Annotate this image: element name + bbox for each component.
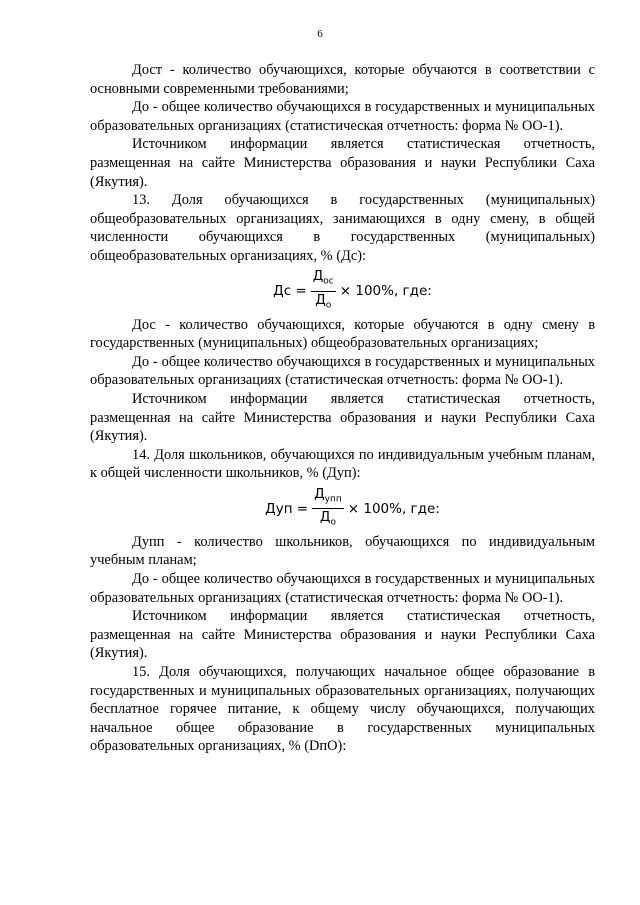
paragraph-source: Источником информации является статистическая отчетность, размещенная на сайте Министерства образования и науки Республики Саха (Якутия).	[90, 608, 595, 662]
formula-rhs: × 100%, где:	[347, 500, 440, 517]
formula-numerator: $Д_{ос}$	[311, 268, 336, 292]
formula-lhs: Дуп =	[265, 500, 309, 517]
formula-numerator: $Д_{упп}$	[312, 486, 344, 510]
paragraph-do-definition: До - общее количество обучающихся в государственных и муниципальных образовательных организациях (статистическая отчетность: форма № ОО-1).	[90, 353, 595, 389]
paragraph-do-definition: До - общее количество обучающихся в государственных и муниципальных образовательных организациях (статистическая отчетность: форма № ОО-1).	[90, 99, 595, 134]
paragraph-item-13: 13. Доля обучающихся в государственных (муниципальных) общеобразовательных организациях, занимающихся в одну смену, в общей численности обучающихся в государственных (муниципальных) общеобразовательных организациях, % (Дс):	[90, 192, 595, 264]
formula-denominator: $Д_о$	[319, 509, 336, 529]
formula-lhs: Дс =	[273, 283, 307, 300]
page-number: 6	[317, 28, 323, 40]
paragraph-do-definition: До - общее количество обучающихся в государственных и муниципальных образовательных организациях (статистическая отчетность: форма № ОО-1).	[90, 571, 595, 606]
paragraph-dupp-definition: Дупп - количество школьников, обучающихся по индивидуальным учебным планам;	[90, 533, 595, 569]
paragraph-source: Источником информации является статистическая отчетность, размещенная на сайте Министерства образования и науки Республики Саха (Якутия).	[90, 390, 595, 445]
paragraph-item-15: 15. Доля обучающихся, получающих начальное общее образование в государственных и муниципальных образовательных организациях, получающих бесплатное горячее питание, к общему числу обучающихся, получающих начальное общее образование в государственных муниципальных образовательных организациях, % (DпО):	[90, 664, 595, 755]
formula-dup	[110, 485, 595, 529]
formula-fraction	[311, 268, 336, 314]
formula-fraction	[312, 486, 344, 532]
formula-denominator: $Д_о$	[315, 292, 332, 311]
paragraph-source: Источником информации является статистическая отчетность, размещенная на сайте Министерства образования и науки Республики Саха (Якутия).	[90, 136, 595, 190]
formula-rhs: × 100%, где:	[339, 283, 432, 300]
paragraph-dos-definition: Дос - количество обучающихся, которые обучаются в одну смену в государственных (муниципальных) общеобразовательных организациях;	[90, 316, 595, 352]
formula-ds	[110, 268, 595, 312]
paragraph-dost-definition: Дост - количество обучающихся, которые обучаются в соответствии с основными современными требованиями;	[90, 62, 595, 97]
document-body	[90, 61, 595, 756]
paragraph-item-14: 14. Доля школьников, обучающихся по индивидуальным учебным планам, к общей численности школьников, % (Дуп):	[90, 446, 595, 482]
